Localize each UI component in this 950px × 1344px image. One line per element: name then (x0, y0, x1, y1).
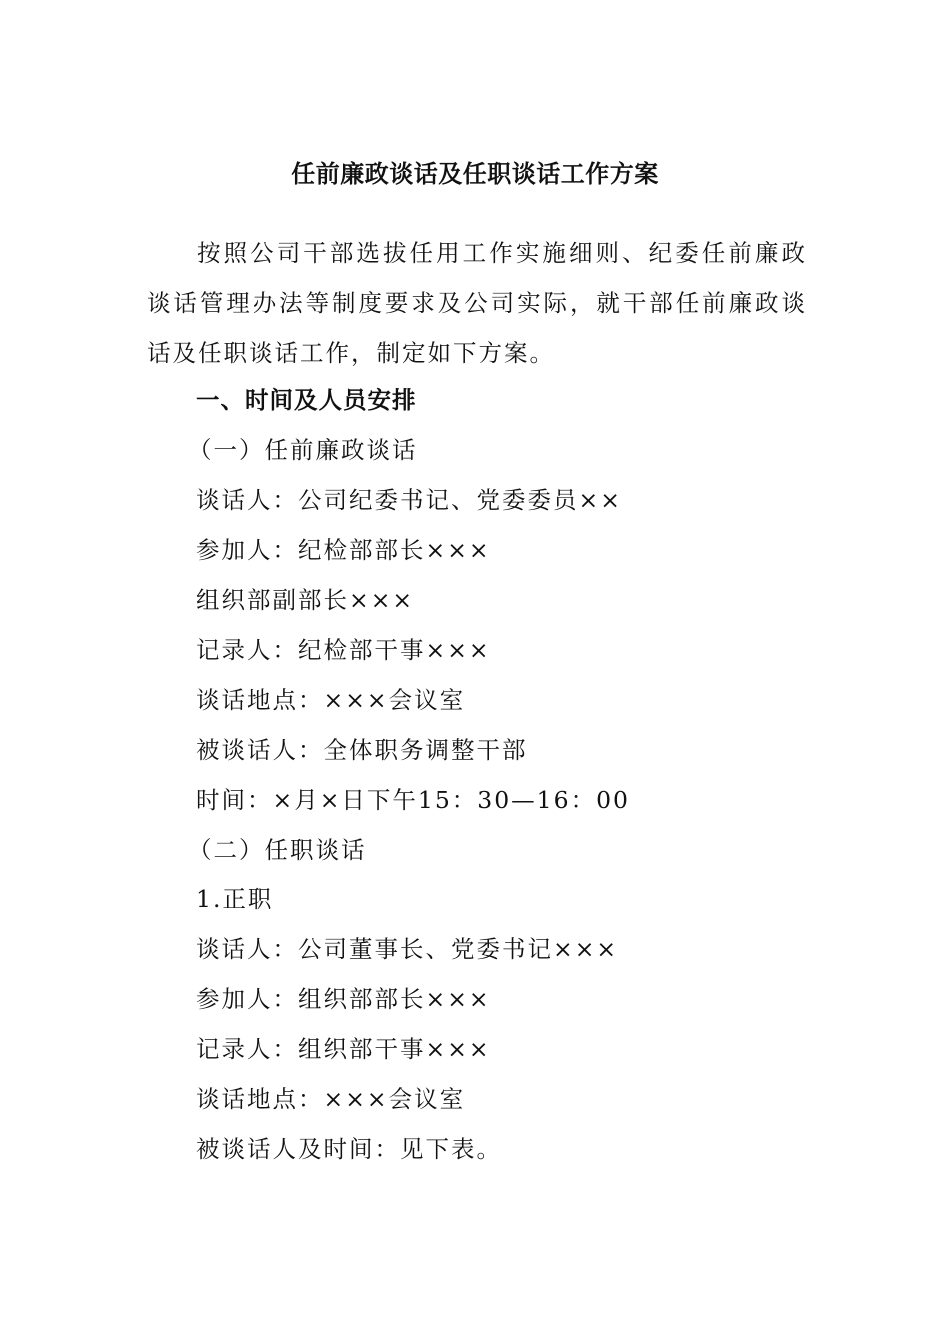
interviewer-line: 谈话人：公司董事长、党委书记××× (196, 935, 619, 963)
interviewee-time-line: 被谈话人及时间：见下表。 (196, 1135, 502, 1163)
recorder-line: 记录人：组织部干事××× (196, 1035, 491, 1063)
section-heading: 一、时间及人员安排 (196, 386, 417, 414)
participant-line: 组织部副部长××× (196, 586, 415, 614)
location-line: 谈话地点：×××会议室 (196, 1085, 466, 1113)
interviewee-line: 被谈话人：全体职务调整干部 (196, 736, 528, 764)
subsection-heading: （一）任前廉政谈话 (188, 436, 418, 464)
document-title: 任前廉政谈话及任职谈话工作方案 (291, 159, 659, 188)
recorder-line: 记录人：纪检部干事××× (196, 636, 491, 664)
item-heading: 1.正职 (196, 885, 274, 913)
intro-paragraph: 按照公司干部选拔任用工作实施细则、纪委任前廉政谈话管理办法等制度要求及公司实际，就干部任前廉政谈话及任职谈话工作，制定如下方案。 (147, 239, 807, 367)
subsection-heading: （二）任职谈话 (188, 836, 367, 864)
participant-line: 参加人：组织部部长××× (196, 985, 491, 1013)
interviewer-line: 谈话人：公司纪委书记、党委委员×× (196, 486, 622, 514)
time-line: 时间：×月×日下午15：30—16：00 (196, 786, 630, 814)
location-line: 谈话地点：×××会议室 (196, 686, 466, 714)
participant-line: 参加人：纪检部部长××× (196, 536, 491, 564)
